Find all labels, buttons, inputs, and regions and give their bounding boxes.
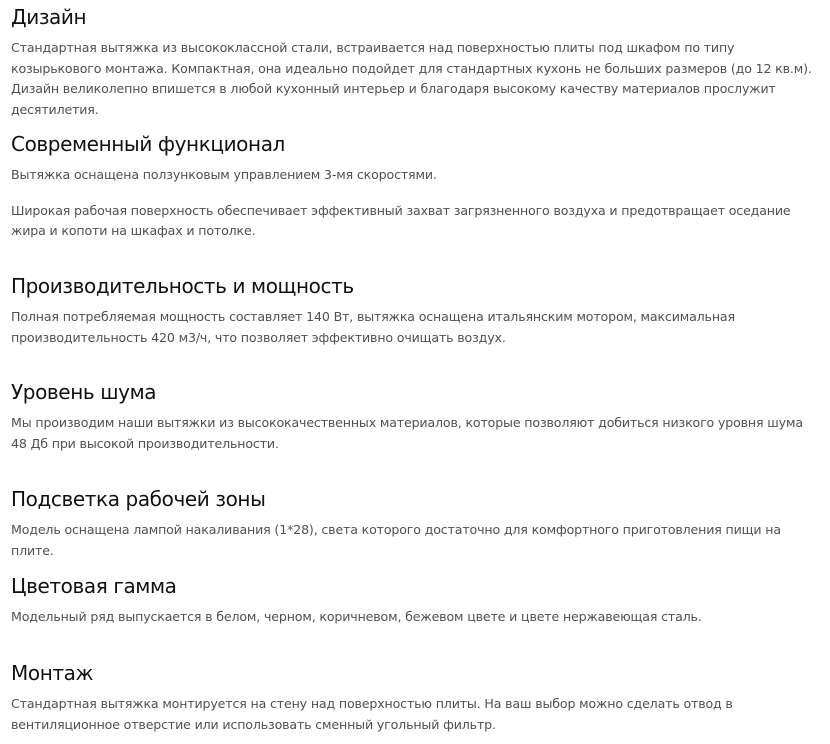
section-paragraph: Модель оснащена лампой накаливания (1*28), света которого достаточно для комфортного приготовления пищи на плите.	[11, 522, 781, 558]
section-title: Цветовая гамма	[11, 574, 177, 598]
section-paragraph: Полная потребляемая мощность составляет 140 Вт, вытяжка оснащена итальянским мотором, максимальная производительность 420 м3/ч, что позволяет эффективно очищать воздух.	[11, 309, 735, 345]
section-paragraph: Мы производим наши вытяжки из высококачественных материалов, которые позволяют добиться низкого уровня шума 48 Дб при высокой производительности.	[11, 415, 803, 451]
section-title: Производительность и мощность	[11, 274, 354, 298]
section-design	[11, 2, 821, 120]
section-functionality	[11, 129, 821, 242]
section-title: Подсветка рабочей зоны	[11, 487, 266, 511]
section-paragraph: Стандартная вытяжка монтируется на стену над поверхностью плиты. На ваш выбор можно сделать отвод в вентиляционное отверстие или использовать сменный угольный фильтр.	[11, 696, 733, 732]
section-title: Монтаж	[11, 661, 94, 685]
section-color-range	[11, 571, 821, 628]
section-paragraph: Модельный ряд выпускается в белом, черном, коричневом, бежевом цвете и цвете нержавеющая сталь.	[11, 609, 702, 624]
section-performance	[11, 271, 821, 348]
section-paragraph: Вытяжка оснащена ползунковым управлением 3-мя скоростями.	[11, 167, 437, 182]
section-title: Уровень шума	[11, 380, 157, 404]
section-lighting	[11, 484, 821, 561]
section-installation	[11, 658, 821, 735]
section-title: Дизайн	[11, 5, 87, 29]
section-noise-level	[11, 377, 821, 454]
section-paragraph: Широкая рабочая поверхность обеспечивает эффективный захват загрязненного воздуха и предотвращает оседание жира и копоти на шкафах и потолке.	[11, 202, 791, 238]
section-paragraph: Стандартная вытяжка из высококлассной стали, встраивается над поверхностью плиты под шкафом по типу козырькового монтажа. Компактная, она идеально подойдет для стандартных кухонь не больших размеров (до 12 кв.м). Дизайн великолепно впишется в любой кухонный интерьер и благодаря высокому качеству материалов прослужит десятилетия.	[11, 40, 812, 117]
section-title: Современный функционал	[11, 132, 285, 156]
